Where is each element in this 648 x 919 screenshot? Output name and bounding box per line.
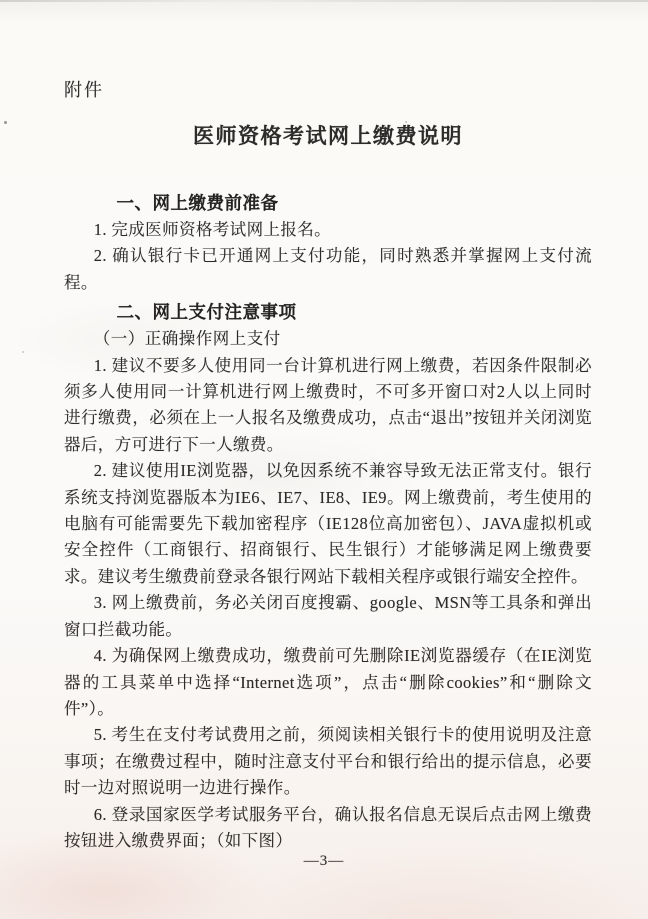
scan-speck <box>4 121 7 124</box>
section-2-heading: 二、网上支付注意事项 <box>116 302 297 323</box>
section-2-paragraph-2: 2. 建议使用IE浏览器，以免因系统不兼容导致无法正常支付。银行系统支持浏览器版本为IE6、IE7、IE8、IE9。网上缴费前，考生使用的电脑有可能需要先下载加密程序（IE128位高加密包）、JAVA虚拟机或安全控件（工商银行、招商银行、民生银行）才能够满足网上缴费要求。建议考生缴费前登录各银行网站下载相关程序或银行端安全控件。 <box>64 461 592 586</box>
section-1-paragraph-2: 2. 确认银行卡已开通网上支付功能，同时熟悉并掌握网上支付流程。 <box>64 246 592 292</box>
section-2-paragraph-3: 3. 网上缴费前，务必关闭百度搜霸、google、MSN等工具条和弹出窗口拦截功能。 <box>64 593 592 639</box>
section-1-heading: 一、网上缴费前准备 <box>116 193 279 213</box>
scan-speck <box>405 121 407 123</box>
section-2-paragraph-1: 1. 建议不要多人使用同一台计算机进行网上缴费，若因条件限制必须多人使用同一计算机进行网上缴费时，不可多开窗口对2人以上同时进行缴费，必须在上一人报名及缴费成功，点击“退出”按钮并关闭浏览器后，方可进行下一人缴费。 <box>64 355 592 454</box>
section-2-subheading: （一）正确操作网上支付 <box>93 329 281 349</box>
page-number: —3— <box>303 853 345 869</box>
section-2-paragraph-5: 5. 考生在支付考试费用之前，须阅读相关银行卡的使用说明及注意事项；在缴费过程中，随时注意支付平台和银行给出的提示信息，必要时一边对照说明一边进行操作。 <box>64 725 592 798</box>
attachment-label: 附件 <box>64 80 104 100</box>
section-2-paragraph-6: 6. 登录国家医学考试服务平台，确认报名信息无误后点击网上缴费按钮进入缴费界面；（如下图） <box>64 804 592 850</box>
section-2-paragraph-4: 4. 为确保网上缴费成功，缴费前可先删除IE浏览器缓存（在IE浏览器的工具菜单中选择“Internet选项”，点击“删除cookies”和“删除文件”）。 <box>64 646 592 718</box>
scan-speck <box>22 351 24 353</box>
section-1-paragraph-1: 1. 完成医师资格考试网上报名。 <box>93 220 332 239</box>
document-title: 医师资格考试网上缴费说明 <box>193 124 463 148</box>
